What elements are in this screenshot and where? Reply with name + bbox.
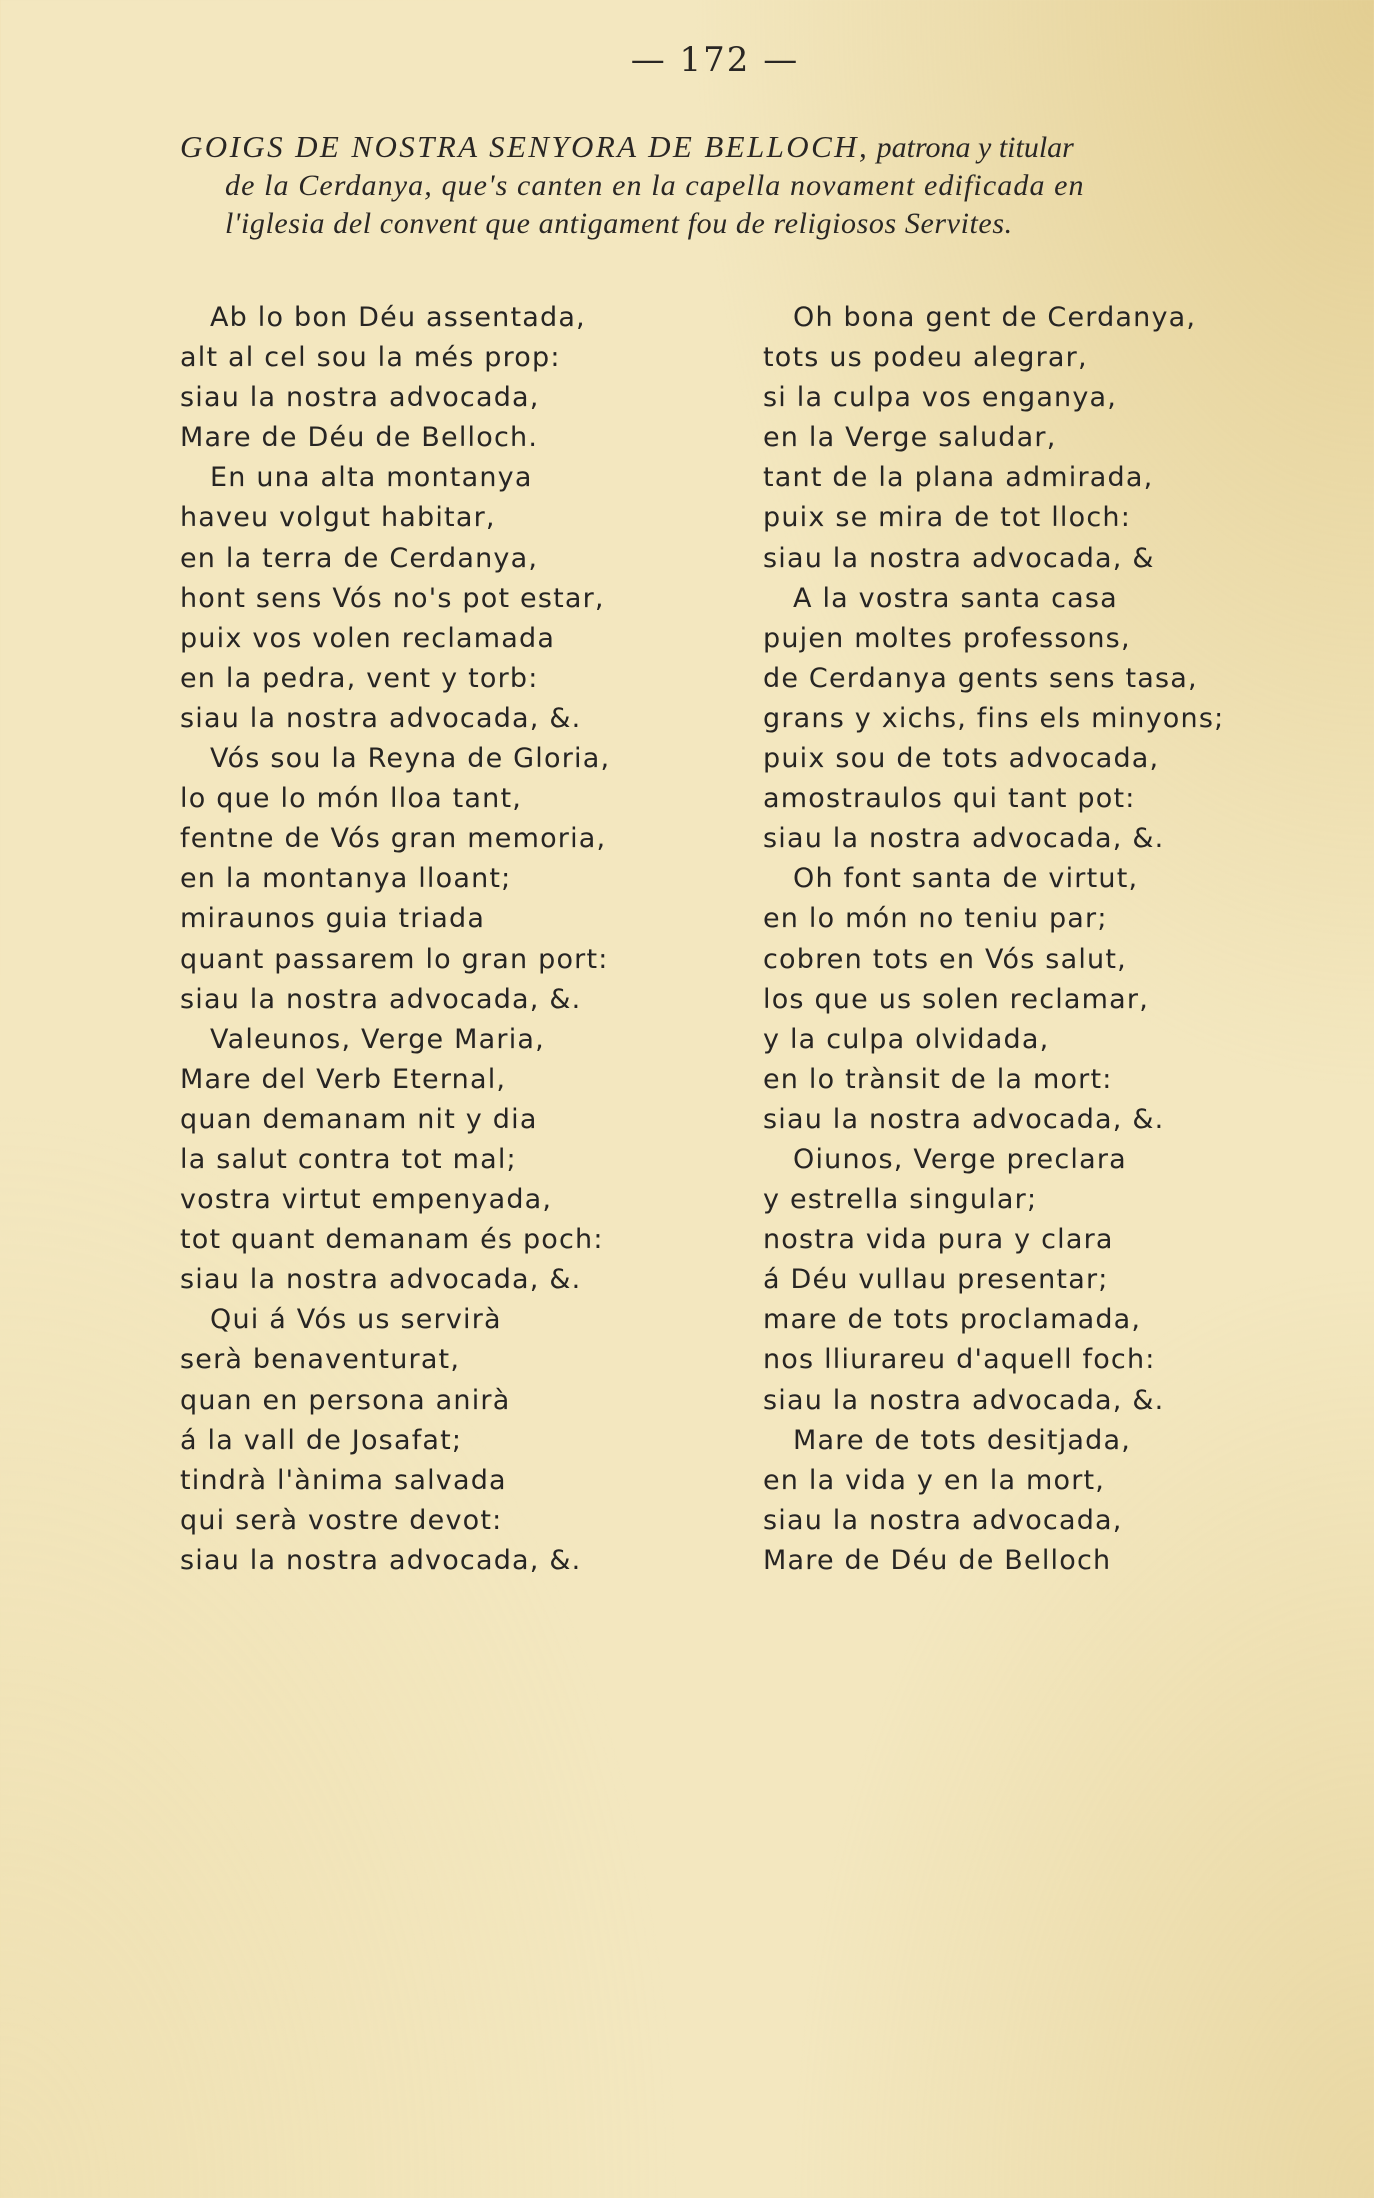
- verse-line: siau la nostra advocada, &.: [180, 702, 582, 734]
- verse-line: miraunos guia triada: [180, 903, 486, 935]
- verse-line: tant de la plana admirada,: [763, 462, 1154, 494]
- verse-line: si la culpa vos enganya,: [763, 382, 1118, 414]
- verse-line: la salut contra tot mal;: [180, 1143, 517, 1175]
- verse-line: A la vostra santa casa: [793, 582, 1118, 614]
- verse-line: nostra vida pura y clara: [763, 1224, 1114, 1256]
- verse-line: en la vida y en la mort,: [763, 1464, 1106, 1496]
- verse-line: lo que lo món lloa tant,: [180, 783, 523, 815]
- verse-line: haveu volgut habitar,: [180, 502, 496, 534]
- verse-line: siau la nostra advocada, &.: [763, 823, 1165, 855]
- verse-line: los que us solen reclamar,: [763, 983, 1150, 1015]
- verse-line: puix vos volen reclamada: [180, 622, 556, 654]
- title-line-1-rest: patrona y titular: [869, 131, 1074, 164]
- verse-line: siau la nostra advocada, &.: [180, 983, 582, 1015]
- right-column: [763, 298, 1283, 1581]
- verse-line: amostraulos qui tant pot:: [763, 783, 1136, 815]
- verse-line: en lo trànsit de la mort:: [763, 1063, 1113, 1095]
- verse-line: quant passarem lo gran port:: [180, 943, 609, 975]
- verse-line: serà benaventurat,: [180, 1344, 461, 1376]
- verse-line: á Déu vullau presentar;: [763, 1264, 1109, 1296]
- verse-line: Mare de tots desitjada,: [793, 1424, 1132, 1456]
- verse-line: siau la nostra advocada, &.: [180, 1544, 582, 1576]
- verse-line: Mare de Déu de Belloch: [763, 1544, 1112, 1576]
- left-column: [180, 298, 680, 1581]
- title-line-3: l'iglesia del convent que antigament fou de religiosos Servites.: [225, 207, 1013, 240]
- verse-line: En una alta montanya: [210, 462, 533, 494]
- verse-line: y estrella singular;: [763, 1184, 1038, 1216]
- verse-line: siau la nostra advocada,: [180, 382, 540, 414]
- verse-line: siau la nostra advocada, &: [763, 542, 1155, 574]
- verse-line: Valeunos, Verge Maria,: [210, 1023, 545, 1055]
- title-caps: GOIGS DE NOSTRA SENYORA DE BELLOCH,: [180, 129, 870, 164]
- verse-line: Oh bona gent de Cerdanya,: [793, 302, 1197, 333]
- verse-line: en la Verge saludar,: [763, 422, 1057, 454]
- verse-line: fentne de Vós gran memoria,: [180, 823, 607, 855]
- verse-line: Oiunos, Verge preclara: [793, 1143, 1127, 1175]
- verse-line: siau la nostra advocada, &.: [763, 1103, 1165, 1135]
- verse-line: Qui á Vós us servirà: [210, 1304, 502, 1336]
- verse-line: Vós sou la Reyna de Gloria,: [210, 743, 611, 775]
- verse-line: Ab lo bon Déu assentada,: [210, 302, 586, 333]
- verse-line: puix sou de tots advocada,: [763, 743, 1160, 775]
- verse-line: mare de tots proclamada,: [763, 1304, 1142, 1336]
- verse-line: tindrà l'ànima salvada: [180, 1464, 507, 1496]
- verse-line: y la culpa olvidada,: [763, 1023, 1050, 1055]
- verse-line: grans y xichs, fins els minyons;: [763, 702, 1225, 734]
- verse-line: Mare de Déu de Belloch.: [180, 422, 539, 454]
- verse-line: á la vall de Josafat;: [180, 1424, 463, 1456]
- verse-line: cobren tots en Vós salut,: [763, 943, 1127, 975]
- poem-title: [180, 128, 1270, 243]
- page-number: — 172 —: [630, 40, 800, 80]
- verse-line: Mare del Verb Eternal,: [180, 1063, 507, 1095]
- verse-line: en la terra de Cerdanya,: [180, 542, 539, 574]
- verse-line: en lo món no teniu par;: [763, 903, 1108, 935]
- verse-line: tot quant demanam és poch:: [180, 1224, 604, 1256]
- verse-line: nos lliurareu d'aquell foch:: [763, 1344, 1156, 1376]
- verse-line: de Cerdanya gents sens tasa,: [763, 662, 1198, 694]
- verse-line: quan en persona anirà: [180, 1384, 511, 1416]
- verse-line: en la pedra, vent y torb:: [180, 662, 539, 694]
- verse-line: vostra virtut empenyada,: [180, 1184, 553, 1216]
- verse-line: tots us podeu alegrar,: [763, 342, 1088, 374]
- verse-line: siau la nostra advocada,: [763, 1504, 1123, 1536]
- verse-line: Oh font santa de virtut,: [793, 863, 1139, 895]
- verse-line: puix se mira de tot lloch:: [763, 502, 1131, 534]
- verse-line: en la montanya lloant;: [180, 863, 512, 895]
- title-line-1: [180, 128, 1270, 167]
- verse-line: qui serà vostre devot:: [180, 1504, 503, 1536]
- title-line-2: de la Cerdanya, que's canten en la capella novament edificada en: [225, 169, 1085, 202]
- verse-line: siau la nostra advocada, &.: [763, 1384, 1165, 1416]
- verse-line: alt al cel sou la més prop:: [180, 342, 561, 374]
- verse-line: quan demanam nit y dia: [180, 1103, 538, 1135]
- verse-line: pujen moltes professons,: [763, 622, 1131, 654]
- verse-line: siau la nostra advocada, &.: [180, 1264, 582, 1296]
- verse-line: hont sens Vós no's pot estar,: [180, 582, 605, 614]
